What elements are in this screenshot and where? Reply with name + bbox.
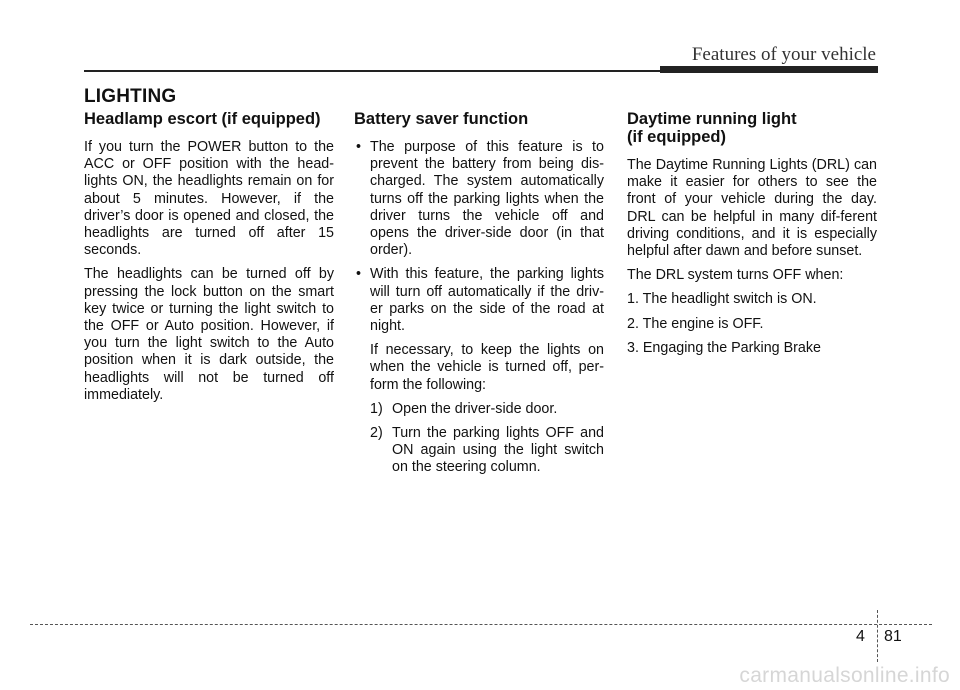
watermark: carmanualsonline.info xyxy=(739,664,950,687)
headlamp-escort-paragraph: The headlights can be turned off by pressing the lock button on the smart key twice or turning the light switch to the OFF or Auto position. However, if you turn the light switch to the Auto position when it is dark outside, the headlights will not be turned off immediately. xyxy=(84,266,334,403)
section-title: LIGHTING xyxy=(84,86,177,107)
step-number: 1) xyxy=(370,400,383,417)
step-item xyxy=(354,401,604,418)
header-rule-accent xyxy=(660,66,878,73)
page-number: 81 xyxy=(884,628,902,645)
bullet-item xyxy=(354,266,604,335)
bullet-dot-icon: • xyxy=(356,139,362,155)
header-title: Features of your vehicle xyxy=(691,44,876,65)
drl-list-item: 3. Engaging the Parking Brake xyxy=(627,339,821,356)
drl-list-intro: The DRL system turns OFF when: xyxy=(627,267,844,284)
bullet-sub-paragraph: If necessary, to keep the lights on when the vehicle is turned off, per-form the following: xyxy=(370,342,604,393)
headlamp-escort-heading: Headlamp escort (if equipped) xyxy=(84,110,321,128)
drl-paragraph: The Daytime Running Lights (DRL) can make it easier for others to see the front of your vehicle during the day. DRL can be helpful in many dif-ferent driving conditions, and it is especially helpful after dawn and before sunset. xyxy=(627,157,877,260)
step-item xyxy=(354,425,604,477)
headlamp-escort-paragraph: If you turn the POWER button to the ACC or OFF position with the head-lights ON, the headlights remain on for about 5 minutes. However, if the driver’s door is opened and closed, the headlights are turned off after 15 seconds. xyxy=(84,139,334,259)
column-headlamp-escort xyxy=(84,110,334,411)
page-chapter: 4 xyxy=(856,628,865,645)
footer-rule xyxy=(30,624,932,625)
column-battery-saver xyxy=(354,110,604,484)
drl-list-item: 1. The headlight switch is ON. xyxy=(627,291,817,308)
step-text: Turn the parking lights OFF and ON again using the light switch on the steering column. xyxy=(392,425,604,476)
bullet-item xyxy=(354,139,604,259)
battery-saver-heading: Battery saver function xyxy=(354,110,529,128)
drl-heading-line1: Daytime running light xyxy=(627,110,797,128)
bullet-dot-icon: • xyxy=(356,266,362,283)
header-rule xyxy=(84,70,662,72)
drl-heading xyxy=(627,110,877,146)
step-text: Open the driver-side door. xyxy=(392,400,558,417)
column-daytime-running-light xyxy=(627,110,877,364)
drl-list-item: 2. The engine is OFF. xyxy=(627,315,764,332)
step-number: 2) xyxy=(370,425,383,442)
footer-divider xyxy=(877,610,878,662)
bullet-text: The purpose of this feature is to prevent the battery from being dis-charged. The system automatically turns off the parking lights when the driver turns the vehicle off and opens the driver-side door (in that order). xyxy=(370,139,604,259)
bullet-text: With this feature, the parking lights will turn off automatically if the driv-er parks on the side of the road at night. xyxy=(370,266,604,335)
drl-heading-line2: (if equipped) xyxy=(627,128,726,146)
